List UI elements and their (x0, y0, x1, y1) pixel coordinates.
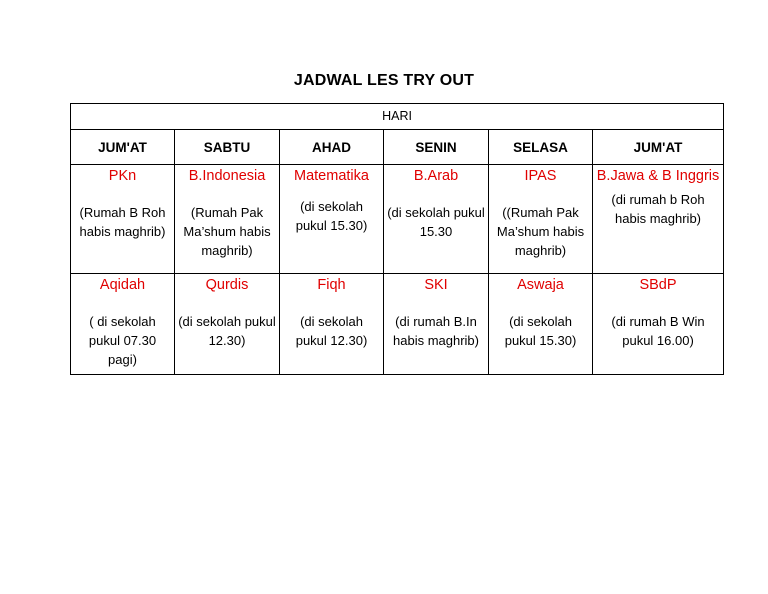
subject-note: (di rumah b Roh habis maghrib) (611, 192, 705, 226)
subject-name: Matematika (294, 168, 369, 184)
day-header-senin: SENIN (384, 130, 489, 165)
day-header-jumat-1: JUM'AT (71, 130, 175, 165)
schedule-cell (489, 274, 593, 375)
schedule-cell (384, 165, 489, 274)
subject-note: (Rumah Pak Ma’shum habis maghrib) (183, 205, 271, 258)
subject-note: (di sekolah pukul 12.30) (178, 314, 276, 348)
day-header-jumat-2: JUM'AT (593, 130, 724, 165)
subject-note: ((Rumah Pak Ma’shum habis maghrib) (496, 205, 585, 258)
subject-note: (di sekolah pukul 15.30) (295, 199, 368, 233)
document-title: JADWAL LES TRY OUT (293, 72, 475, 89)
subject-name: Fiqh (317, 277, 346, 293)
subject-name: IPAS (524, 168, 557, 184)
schedule-cell (175, 165, 280, 274)
subject-name: SKI (424, 277, 448, 293)
schedule-cell (593, 274, 724, 375)
subject-name: PKn (108, 168, 137, 184)
subject-note: (di rumah B Win pukul 16.00) (611, 314, 705, 348)
day-header-sabtu: SABTU (175, 130, 280, 165)
schedule-row-2 (71, 274, 724, 375)
schedule-table (70, 103, 724, 375)
day-header-row (71, 130, 724, 165)
group-header-row (71, 104, 724, 130)
day-header-selasa: SELASA (489, 130, 593, 165)
subject-name: B.Indonesia (188, 168, 266, 184)
schedule-cell (71, 274, 175, 375)
subject-name: Aqidah (99, 277, 146, 293)
subject-name: Qurdis (205, 277, 249, 293)
subject-note: (di sekolah pukul 12.30) (295, 314, 368, 348)
hari-header-cell: HARI (71, 104, 724, 130)
schedule-cell (489, 165, 593, 274)
schedule-cell (280, 274, 384, 375)
day-header-ahad: AHAD (280, 130, 384, 165)
subject-note: (di sekolah pukul 15.30 (387, 205, 485, 239)
schedule-cell (71, 165, 175, 274)
subject-note: (di sekolah pukul 15.30) (504, 314, 577, 348)
subject-name: SBdP (639, 277, 677, 293)
schedule-cell (384, 274, 489, 375)
subject-name: Aswaja (517, 277, 564, 293)
subject-name: B.Arab (413, 168, 459, 184)
schedule-cell (175, 274, 280, 375)
schedule-row-1 (71, 165, 724, 274)
subject-note: ( di sekolah pukul 07.30 pagi) (88, 314, 157, 367)
subject-note: (di rumah B.In habis maghrib) (393, 314, 479, 348)
subject-note: (Rumah B Roh habis maghrib) (79, 205, 166, 239)
schedule-cell (280, 165, 384, 274)
schedule-cell (593, 165, 724, 274)
subject-name: B.Jawa & B Inggris (596, 168, 720, 184)
